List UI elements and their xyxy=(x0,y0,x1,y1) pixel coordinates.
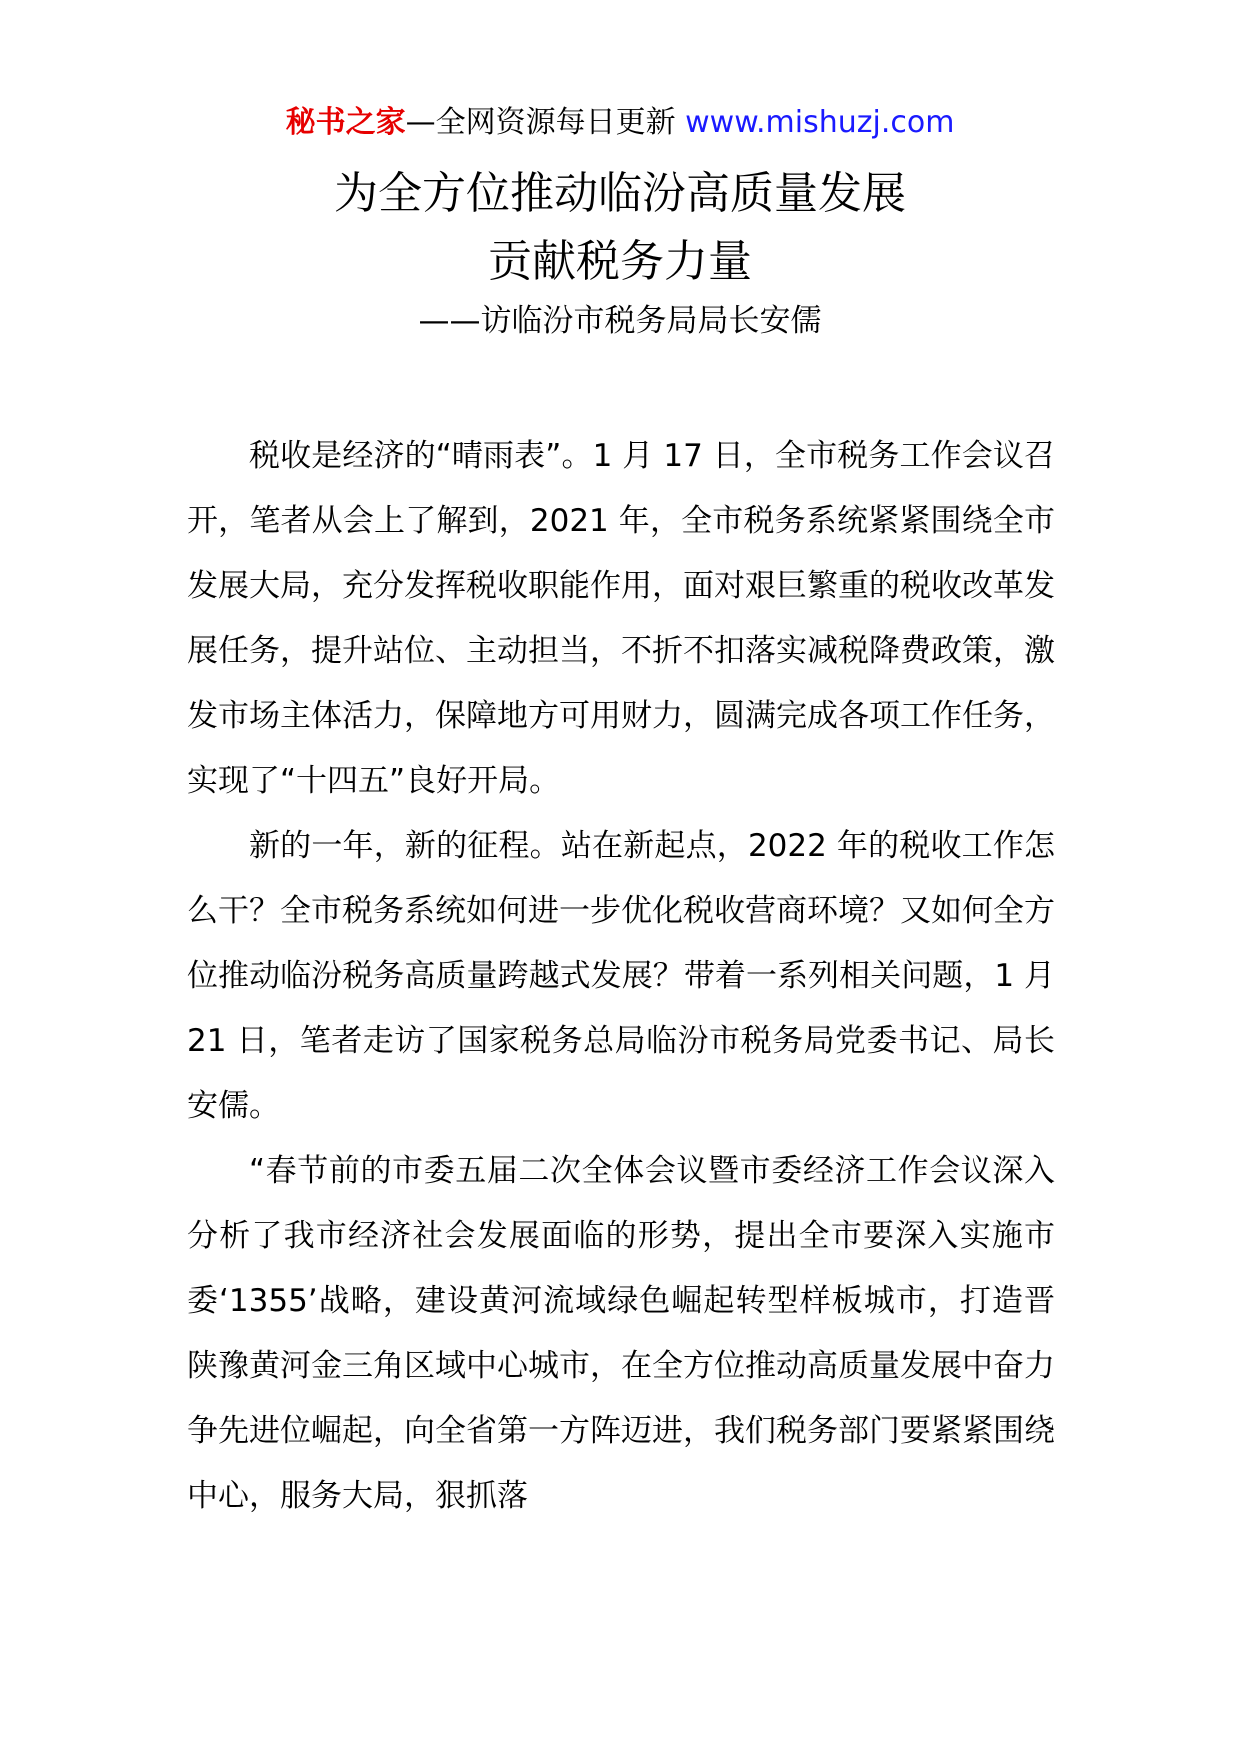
article-title-line-1: 为全方位推动临汾高质量发展 xyxy=(334,168,906,219)
header-banner xyxy=(0,100,1240,146)
paragraph-2: 新的一年，新的征程。站在新起点，2022 年的税收工作怎么干？全市税务系统如何进一步优化税收营商环境？又如何全方位推动临汾税务高质量跨越式发展？带着一系列相关问题，1 月 21 日，笔者走访了国家税务总局临汾市税务局党委书记、局长安儒。 xyxy=(187,828,1055,1124)
header-tagline: —全网资源每日更新 xyxy=(405,105,676,140)
website-link[interactable]: www.mishuzj.com xyxy=(685,105,955,140)
article-body xyxy=(187,424,1055,1529)
article-subtitle: ——访临汾市税务局局长安儒 xyxy=(418,303,822,339)
paragraph-3: “春节前的市委五届二次全体会议暨市委经济工作会议深入分析了我市经济社会发展面临的形势，提出全市要深入实施市委‘1355’战略，建设黄河流域绿色崛起转型样板城市，打造晋陕豫黄河金三角区域中心城市，在全方位推动高质量发展中奋力争先进位崛起，向全省第一方阵迈进，我们税务部门要紧紧围绕中心，服务大局，狠抓落 xyxy=(187,1153,1055,1514)
article-title-line-2: 贡献税务力量 xyxy=(488,236,752,287)
paragraph-1: 税收是经济的“晴雨表”。1 月 17 日，全市税务工作会议召开，笔者从会上了解到，2021 年，全市税务系统紧紧围绕全市发展大局，充分发挥税收职能作用，面对艰巨繁重的税收改革发展任务，提升站位、主动担当，不折不扣落实减税降费政策，激发市场主体活力，保障地方可用财力，圆满完成各项工作任务，实现了“十四五”良好开局。 xyxy=(187,438,1055,799)
brand-name: 秘书之家 xyxy=(285,105,406,140)
